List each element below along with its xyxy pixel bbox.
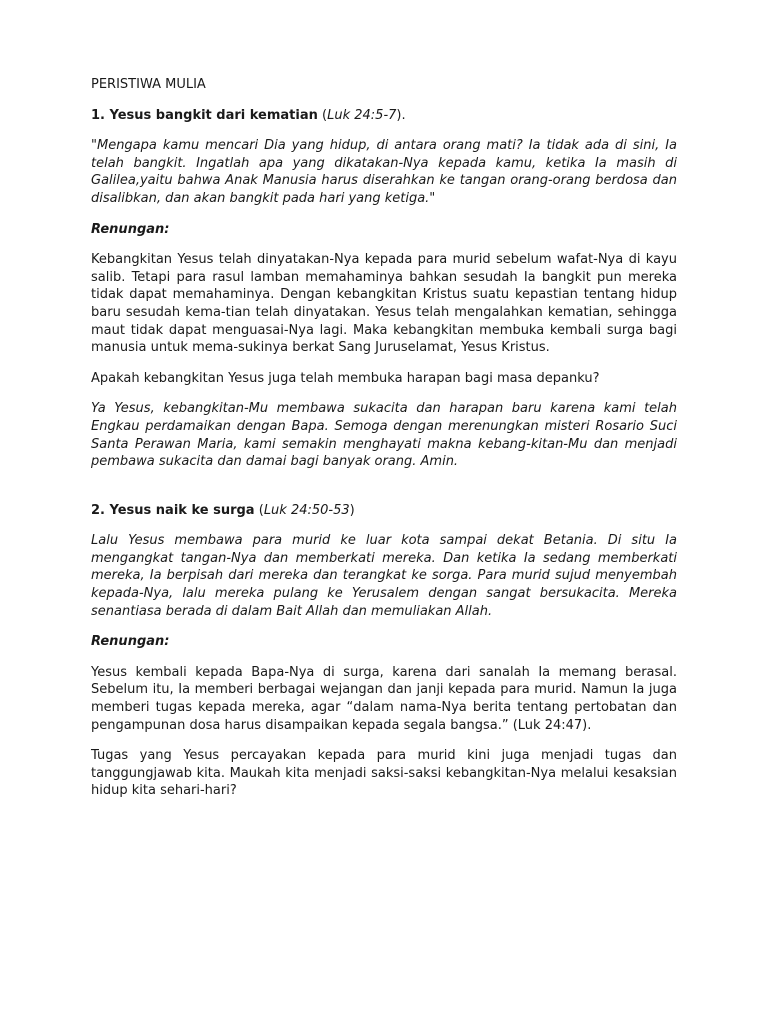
document-title: PERISTIWA MULIA	[91, 77, 206, 92]
prayer-1: Ya Yesus, kebangkitan-Mu membawa sukacita dan harapan baru karena kami telah Engkau perdamaikan dengan Bapa. Semoga dengan merenungkan misteri Rosario Suci Santa Perawan Maria, kami semakin menghayati makna kebang-kitan-Mu dan menjadi pembawa sukacita dan damai bagi banyak orang. Amin.	[91, 401, 677, 470]
renungan-label-2: Renungan:	[91, 634, 170, 650]
section-heading-1	[91, 107, 677, 125]
reflection-2: Yesus kembali kepada Bapa-Nya di surga, karena dari sanalah Ia memang berasal. Sebelum itu, Ia memberi berbagai wejangan dan janji kepada para murid. Namun Ia juga memberi tugas kepada mereka, agar “dalam nama-Nya berita tentang pertobatan dan pengampunan dosa harus disampaikan kepada segala bangsa.” (Luk 24:47).	[91, 664, 677, 733]
scripture-ref-1: Luk 24:5-7	[327, 107, 397, 123]
reflection-1: Kebangkitan Yesus telah dinyatakan-Nya kepada para murid sebelum wafat-Nya di kayu salib. Tetapi para rasul lamban memahaminya bahkan sesudah Ia bangkit pun mereka tidak dapat memahaminya. Dengan kebangkitan Kristus suatu kepastian tentang hidup baru sesudah kema-tian telah dinyatakan. Yesus telah mengalahkan kematian, sehingga maut tidak dapat menguasai-Nya lagi. Maka kebangkitan membuka kembali surga bagi manusia untuk mema-sukinya berkat Sang Juruselamat, Yesus Kristus.	[91, 252, 677, 356]
section-title-1: 1. Yesus bangkit dari kematian	[91, 107, 318, 123]
scripture-quote-1: "Mengapa kamu mencari Dia yang hidup, di antara orang mati? Ia tidak ada di sini, Ia telah bangkit. Ingatlah apa yang dikatakan-Nya kepada kamu, ketika Ia masih di Galilea,yaitu bahwa Anak Manusia harus diserahkan ke tangan orang-orang berdosa dan disalibkan, dan akan bangkit pada hari yang ketiga."	[91, 138, 677, 206]
document-page	[91, 76, 677, 813]
renungan-label-1: Renungan:	[91, 221, 170, 237]
section-title-2: 2. Yesus naik ke surga	[91, 502, 255, 518]
ref-close-2: )	[349, 502, 355, 518]
section-spacer	[91, 484, 677, 502]
scripture-quote-2: Lalu Yesus membawa para murid ke luar kota sampai dekat Betania. Di situ Ia mengangkat tangan-Nya dan memberkati mereka. Dan ketika Ia sedang memberkati mereka, Ia berpisah dari mereka dan terangkat ke sorga. Para murid sujud menyembah kepada-Nya, lalu mereka pulang ke Yerusalem dengan sangat bersukacita. Mereka senantiasa berada di dalam Bait Allah dan memuliakan Allah.	[91, 533, 677, 619]
ref-open-1: (	[317, 107, 328, 123]
ref-open-2: (	[254, 502, 264, 518]
scripture-ref-2: Luk 24:50-53	[263, 502, 350, 518]
question-1: Apakah kebangkitan Yesus juga telah membuka harapan bagi masa depanku?	[91, 370, 600, 386]
section-heading-2	[91, 502, 677, 520]
question-2: Tugas yang Yesus percayakan kepada para murid kini juga menjadi tugas dan tanggungjawab kita. Maukah kita menjadi saksi-saksi kebangkitan-Nya melalui kesaksian hidup kita sehari-hari?	[91, 748, 677, 799]
ref-close-1: ).	[396, 107, 406, 123]
